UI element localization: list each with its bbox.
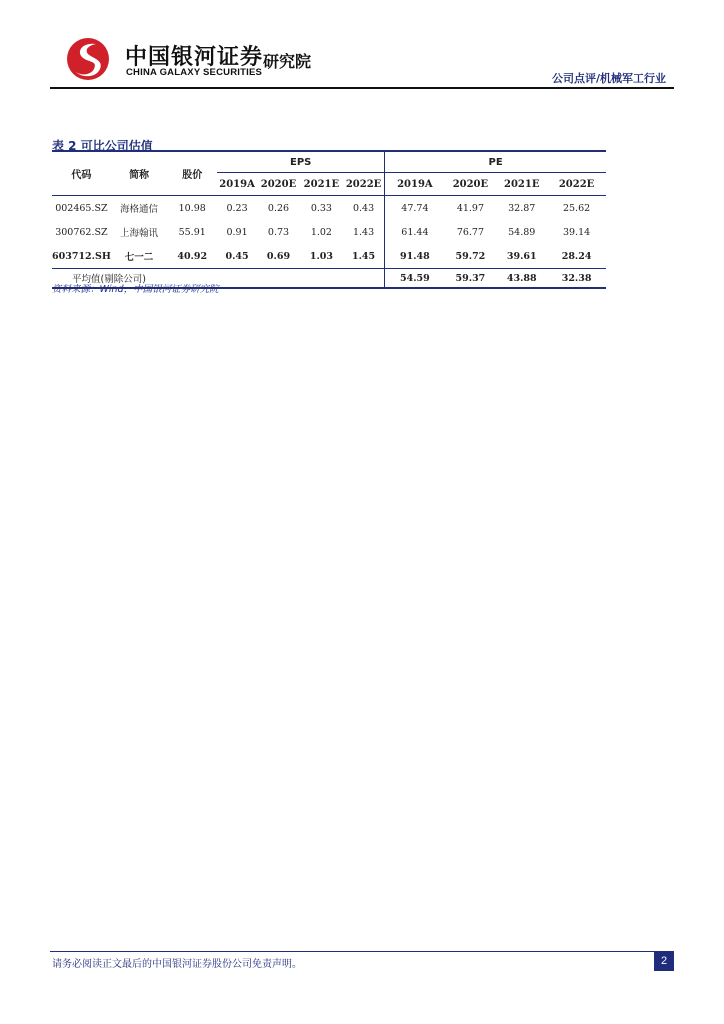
pe-year-header: 2019A [385, 173, 445, 196]
cell-pe: 47.74 [385, 196, 445, 221]
eps-group-header: EPS [217, 151, 385, 173]
cell-pe: 41.97 [456, 202, 485, 214]
cell-eps: 1.02 [310, 226, 332, 238]
cell-eps: 1.03 [309, 250, 333, 262]
cell-pe: 25.62 [562, 202, 591, 214]
footer-disclaimer: 请务必阅读正文最后的中国银河证券股份公司免责声明。 [52, 959, 302, 970]
brand-institute: 研究院 [263, 52, 312, 71]
galaxy-logo-icon [66, 36, 110, 82]
cell-avg-pe: 59.37 [445, 269, 497, 289]
cell-pe: 61.44 [385, 220, 445, 244]
cell-pe: 32.87 [508, 202, 536, 214]
pe-group-header: PE [385, 151, 606, 173]
cell-name: 上海翰讯 [120, 228, 159, 239]
report-type: 公司点评/机械军工行业 [551, 72, 666, 85]
cell-eps: 0.33 [310, 202, 332, 214]
col-code-header: 代码 [52, 151, 111, 196]
table-row-highlight [52, 244, 606, 269]
brand-name-cn: 中国银河证券 [125, 45, 264, 70]
cell-price: 55.91 [178, 226, 206, 238]
col-name-header: 简称 [111, 151, 168, 196]
page-number: 2 [654, 951, 674, 971]
cell-price: 40.92 [177, 250, 208, 262]
cell-eps: 0.69 [266, 250, 291, 262]
cell-pe: 28.24 [561, 250, 592, 262]
cell-price: 10.98 [178, 202, 206, 214]
cell-pe: 39.61 [506, 250, 537, 262]
cell-eps: 0.91 [226, 226, 248, 238]
table-title: 表 2 可比公司估值 [52, 139, 153, 153]
cell-pe: 59.72 [455, 250, 486, 262]
cell-eps: 0.73 [267, 226, 290, 238]
eps-year-header: 2019A [217, 173, 257, 196]
valuation-table [52, 150, 606, 289]
cell-code: 603712.SH [52, 250, 111, 262]
eps-year-header: 2022E [343, 173, 385, 196]
table-row [52, 196, 606, 221]
pe-year-header: 2022E [547, 173, 606, 196]
table-row [52, 220, 606, 244]
cell-eps: 0.43 [352, 202, 375, 214]
cell-pe: 39.14 [562, 226, 591, 238]
cell-eps: 0.45 [225, 250, 249, 262]
eps-year-header: 2021E [300, 173, 343, 196]
footer-divider [50, 951, 674, 952]
col-price-header: 股价 [167, 151, 217, 196]
pe-year-header: 2021E [496, 173, 547, 196]
average-label: 平均值(剔除公司) [52, 269, 385, 289]
eps-year-header: 2020E [257, 173, 300, 196]
brand-name-en: CHINA GALAXY SECURITIES [126, 67, 263, 78]
pe-year-header: 2020E [445, 173, 497, 196]
cell-avg-pe: 43.88 [496, 269, 547, 289]
cell-pe: 91.48 [385, 244, 445, 269]
cell-name: 七一二 [124, 252, 154, 263]
header-divider [50, 87, 674, 89]
cell-eps: 1.43 [352, 226, 375, 238]
cell-name: 海格通信 [120, 204, 159, 215]
cell-eps: 0.26 [267, 202, 290, 214]
cell-pe: 76.77 [456, 226, 485, 238]
cell-eps: 0.23 [226, 202, 248, 214]
cell-code: 002465.SZ [55, 202, 108, 214]
cell-eps: 1.45 [352, 250, 376, 262]
table-source: 资料来源：Wind，中国银河证券研究院 [52, 284, 219, 295]
cell-code: 300762.SZ [55, 226, 108, 238]
cell-pe: 54.89 [508, 226, 536, 238]
cell-avg-pe: 54.59 [385, 269, 445, 289]
cell-avg-pe: 32.38 [547, 269, 606, 289]
